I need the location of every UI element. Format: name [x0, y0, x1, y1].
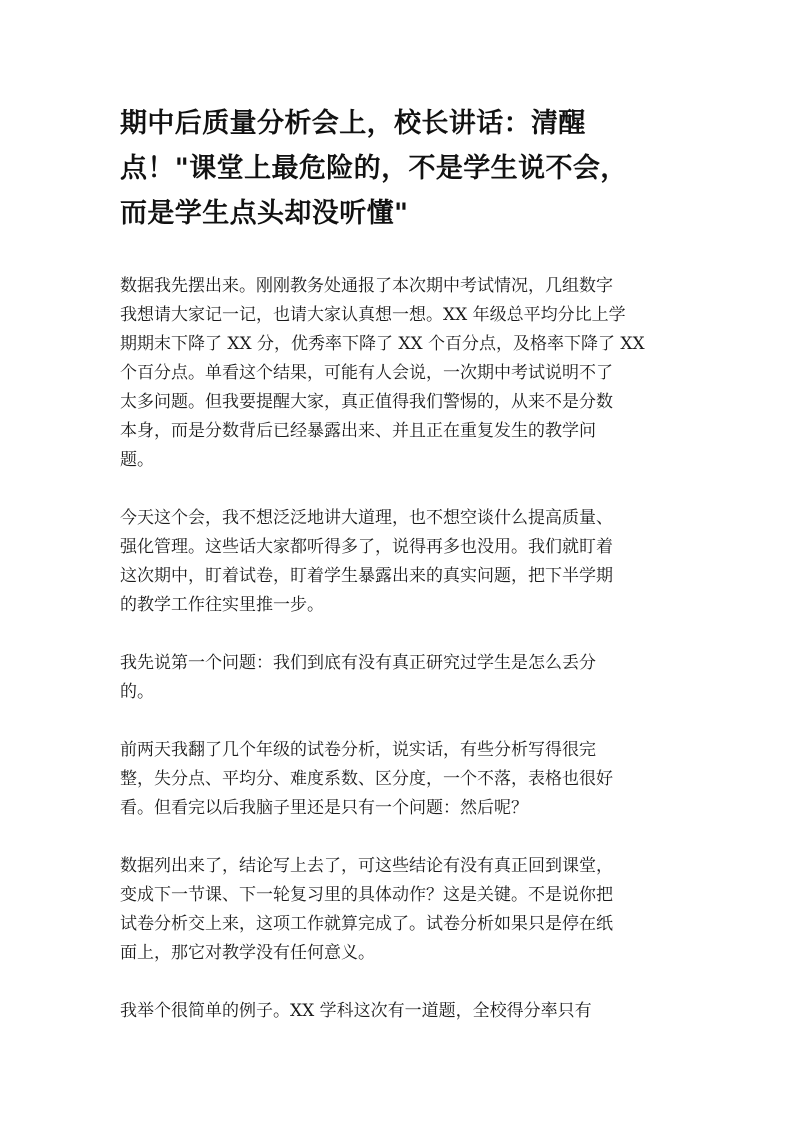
text-line: 强化管理。这些话大家都听得多了，说得再多也没用。我们就盯着 [120, 537, 613, 557]
title-line: 而是学生点头却没听懂" [120, 198, 409, 229]
text-line: 这次期中，盯着试卷，盯着学生暴露出来的真实问题，把下半学期 [120, 566, 613, 586]
text-line: 数据我先摆出来。刚刚教务处通报了本次期中考试情况，几组数字 [120, 276, 613, 296]
text-line: 前两天我翻了几个年级的试卷分析，说实话，有些分析写得很完 [120, 740, 596, 760]
paragraph [120, 272, 680, 475]
title-line: 期中后质量分析会上，校长讲话：清醒 [120, 108, 586, 139]
text-line: 面上，那它对教学没有任何意义。 [120, 943, 375, 963]
text-line: 的。 [120, 682, 154, 702]
text-line: 本身，而是分数背后已经暴露出来、并且正在重复发生的教学问 [120, 421, 596, 441]
text-line: 变成下一节课、下一轮复习里的具体动作？这是关键。不是说你把 [120, 885, 613, 905]
document-title [120, 101, 680, 236]
paragraph [120, 649, 680, 707]
paragraph [120, 504, 680, 620]
text-line: 整，失分点、平均分、难度系数、区分度，一个不落，表格也很好 [120, 769, 613, 789]
text-line: 的教学工作往实里推一步。 [120, 595, 324, 615]
text-line: 太多问题。但我要提醒大家，真正值得我们警惕的，从来不是分数 [120, 392, 613, 412]
document-body [120, 272, 680, 1055]
text-line: 今天这个会，我不想泛泛地讲大道理，也不想空谈什么提高质量、 [120, 508, 613, 528]
text-line: 我举个很简单的例子。XX 学科这次有一道题，全校得分率只有 [120, 1001, 592, 1021]
text-line: 个百分点。单看这个结果，可能有人会说，一次期中考试说明不了 [120, 363, 613, 383]
paragraph [120, 736, 680, 823]
paragraph [120, 997, 680, 1026]
text-line: 我想请大家记一记，也请大家认真想一想。XX 年级总平均分比上学 [120, 305, 626, 325]
title-line: 点！"课堂上最危险的，不是学生说不会， [120, 153, 628, 184]
text-line: 数据列出来了，结论写上去了，可这些结论有没有真正回到课堂， [120, 856, 613, 876]
text-line: 试卷分析交上来，这项工作就算完成了。试卷分析如果只是停在纸 [120, 914, 613, 934]
text-line: 看。但看完以后我脑子里还是只有一个问题：然后呢？ [120, 798, 528, 818]
text-line: 题。 [120, 450, 154, 470]
text-line: 我先说第一个问题：我们到底有没有真正研究过学生是怎么丢分 [120, 653, 596, 673]
paragraph [120, 852, 680, 968]
text-line: 期期末下降了 XX 分，优秀率下降了 XX 个百分点，及格率下降了 XX [120, 334, 645, 354]
